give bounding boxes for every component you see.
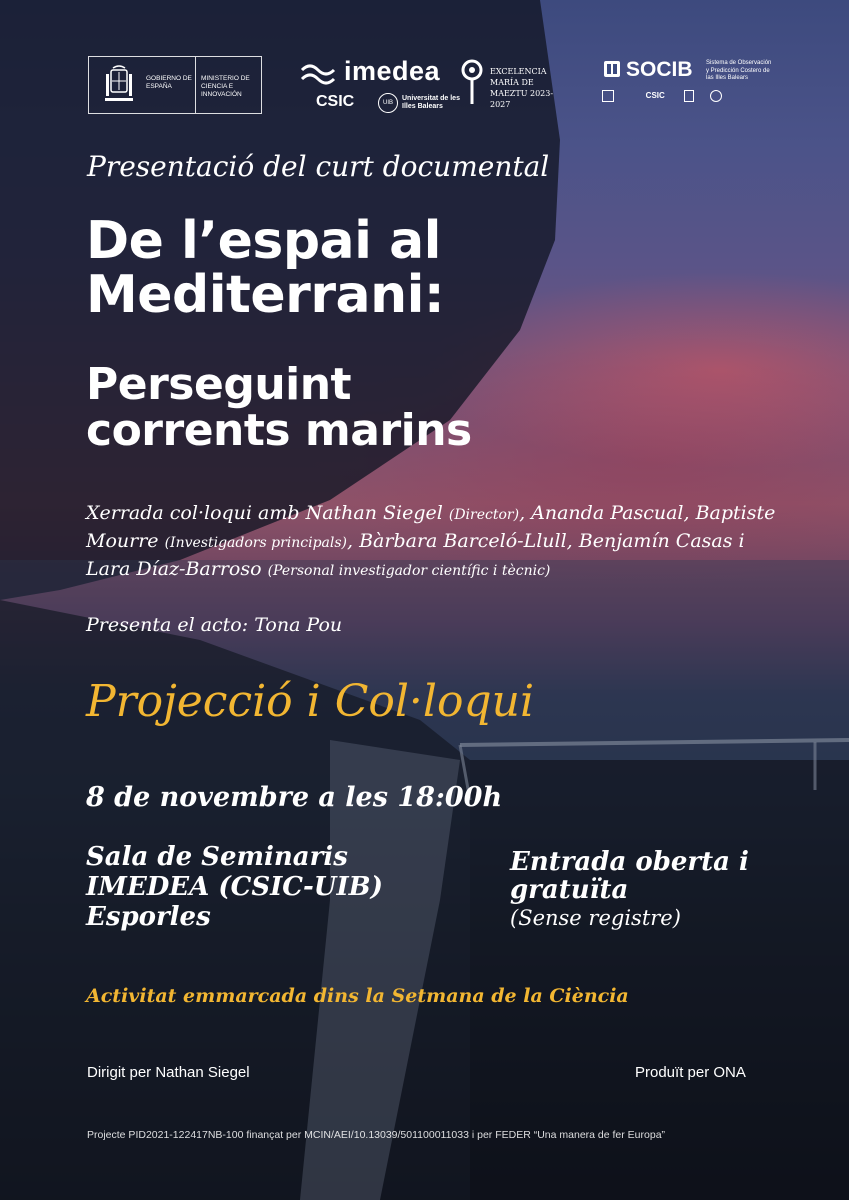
speakers-role-3: (Personal investigador científic i tècnic) xyxy=(267,563,551,579)
subtitle-line-1: Perseguint xyxy=(86,359,352,410)
venue-line-2: IMEDEA (CSIC-UIB) xyxy=(86,872,383,902)
entry-info xyxy=(510,848,810,932)
ministerio-label: MINISTERIO DE CIENCIA E INNOVACIÓN xyxy=(201,75,250,98)
socib-wordmark: SOCIB xyxy=(626,58,693,81)
entry-line-1: Entrada oberta i xyxy=(510,847,749,877)
subtitle-line-2: corrents marins xyxy=(86,405,472,456)
entry-line-2: gratuïta xyxy=(510,875,629,905)
excelencia-label: EXCELENCIA MARÍA DE MAEZTU 2023-2027 xyxy=(490,67,554,109)
registration-note: (Sense registre) xyxy=(510,906,681,930)
socib-partner-logos xyxy=(602,90,722,102)
speakers-part-1: Xerrada col·loqui amb Nathan Siegel xyxy=(86,502,449,524)
spain-crest-icon xyxy=(602,90,614,102)
speakers-role-2: (Investigadors principals) xyxy=(164,535,348,551)
gobierno-ministerio-logo xyxy=(88,56,262,114)
coat-of-arms-icon xyxy=(97,64,141,106)
produced-by: Produït per ONA xyxy=(635,1064,746,1081)
event-venue xyxy=(86,842,466,932)
round-emblem-icon xyxy=(710,90,722,102)
speakers-part-2: , Ananda Pascual, Baptiste Mourre xyxy=(86,502,776,552)
event-type-heading: Projecció i Col·loqui xyxy=(86,676,535,727)
speakers-part-3: , Bàrbara Barceló-Llull, Benjamín Casas i Lara Díaz-Barroso xyxy=(86,530,745,580)
venue-line-1: Sala de Seminaris xyxy=(86,842,348,872)
imedea-wordmark: imedea xyxy=(344,56,441,86)
logo-divider xyxy=(195,57,196,113)
presenter-line: Presenta el acto: Tona Pou xyxy=(86,614,343,636)
presentacio-heading: Presentació del curt documental xyxy=(87,150,550,183)
socib-csic-label: CSIC xyxy=(645,90,665,100)
govern-balear-icon xyxy=(684,90,694,102)
socib-icon xyxy=(603,60,621,78)
speakers-list xyxy=(86,500,786,584)
main-title-line-2: Mediterrani: xyxy=(86,265,445,325)
event-date: 8 de novembre a les 18:00h xyxy=(86,782,503,813)
socib-subtitle: Sistema de Observación y Predicción Costero de las Illes Balears xyxy=(706,60,772,81)
activitat-note: Activitat emmarcada dins la Setmana de la Ciència xyxy=(86,985,629,1007)
speakers-role-1: (Director) xyxy=(448,507,520,523)
uib-name: Universitat de les Illes Balears xyxy=(402,95,460,110)
csic-wordmark: CSIC xyxy=(316,93,355,110)
funding-note: Projecte PID2021-122417NB-100 finançat per MCIN/AEI/10.13039/501100011033 i per FEDER “Una manera de fer Europa” xyxy=(87,1129,666,1141)
venue-line-3: Esporles xyxy=(86,902,211,932)
imedea-wave-icon xyxy=(300,60,342,88)
directed-by: Dirigit per Nathan Siegel xyxy=(87,1064,250,1081)
uib-mark: UIB xyxy=(378,93,398,113)
main-title xyxy=(86,211,445,325)
subtitle xyxy=(86,359,472,456)
gobierno-label: GOBIERNO DE ESPAÑA xyxy=(146,75,192,90)
main-title-line-1: De l’espai al xyxy=(86,211,441,271)
maria-de-maeztu-icon xyxy=(460,58,484,108)
